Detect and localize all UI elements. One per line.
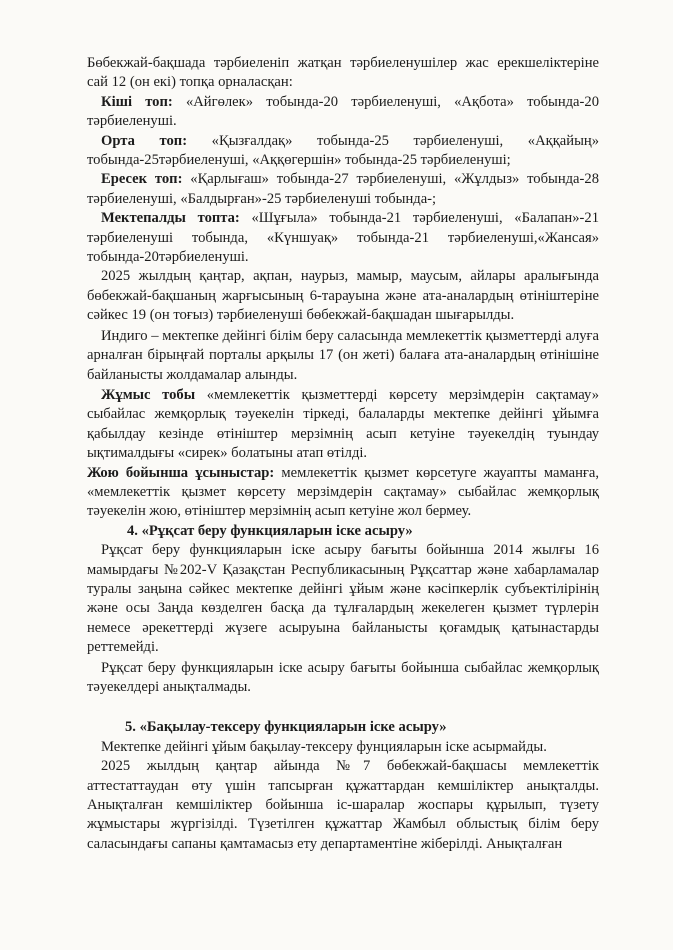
paragraph-indigo: Индиго – мектепке дейінгі білім беру саласында мемлекеттік қызметтерді алуға арналған бірыңғай порталы арқылы 17 (он жеті) балаға ата-аналардың өтінішіне байланысты жолдамалар алынды. bbox=[87, 327, 599, 383]
section-4-paragraph-2: Рұқсат беру функцияларын іске асыру бағыты бойынша сыбайлас жемқорлық тәуекелдері анықталмады. bbox=[87, 659, 599, 695]
working-group-label: Жұмыс тобы bbox=[101, 386, 196, 403]
group-label: Мектепалды топта: bbox=[101, 210, 240, 227]
group-text: «Шұғыла» тобында-21 тәрбиеленуші, «Балапан»-21 тәрбиеленуші тобында, «Күншуақ» тобында-21 тәрбиеленуші,«Жансая» тобында-20тәрбиеленуші. bbox=[87, 210, 599, 266]
group-label: Кіші топ: bbox=[101, 93, 173, 110]
paragraph-working-group bbox=[87, 386, 599, 464]
section-5-title: 5. «Бақылау-тексеру функцияларын іске асыру» bbox=[125, 719, 447, 736]
group-text: «Қызғалдақ» тобында-25 тәрбиеленуші, «Аққайың» тобында-25тәрбиеленуші, «Аққөгершін» тобында-25 тәрбиеленуші; bbox=[87, 132, 599, 169]
group-label: Ересек топ: bbox=[101, 171, 183, 188]
section-4-title: 4. «Рұқсат беру функцияларын іске асыру» bbox=[127, 522, 413, 539]
group-label: Орта топ: bbox=[101, 132, 188, 149]
group-middle bbox=[87, 132, 599, 171]
group-text: «Қарлығаш» тобында-27 тәрбиеленуші, «Жұлдыз» тобында-28 тәрбиеленуші, «Балдырған»-25 тәрбиеленуші тобында-; bbox=[87, 171, 599, 207]
section-4-paragraph-1: Рұқсат беру функцияларын іске асыру бағыты бойынша 2014 жылғы 16 мамырдағы №202-V Қазақстан Республикасының Рұқсаттар және хабарламалар туралы заңына сәйкес мектепке дейінгі ұйым және кәсіпкерлік субъектілірінің және осы Заңда көзделген басқа да тұлғалардың жекелеген қызмет түрлерін немесе әрекеттерді жүзеге асыруына байланысты қоғамдық қатынастарды реттемейді. bbox=[87, 542, 599, 656]
intro-paragraph: Бөбекжай-бақшада тәрбиеленіп жатқан тәрбиеленушілер жас ерекшеліктеріне сай 12 (он екі) топқа орналасқан: bbox=[87, 55, 599, 91]
section-5-paragraph-1: Мектепке дейінгі ұйым бақылау-тексеру фунцияларын іске асырмайды. bbox=[101, 738, 547, 755]
group-text: «Айгөлек» тобында-20 тәрбиеленуші, «Ақбота» тобында-20 тәрбиеленуші. bbox=[87, 93, 599, 130]
group-senior bbox=[87, 170, 599, 209]
recommendation-text: мемлекеттік қызмет көрсетуге жауапты маманға, «мемлекеттік қызмет көрсету мерзімдерін сақтамау» сыбайлас жемқорлық тәуекелін жою, өтініштер мерзімнің асып кетуіне жол бермеу. bbox=[87, 464, 599, 520]
group-preschool bbox=[87, 209, 599, 267]
working-group-text: «мемлекеттік қызметтерді көрсету мерзімдерін сақтамау» сыбайлас жемқорлық тәуекелін тіркеді, балаларды мектепке дейінгі ұйымға қабылдау кезінде өтініштер мерзімнің асып кетуіне тәуекелдің туындау ықтималдығы «сирек» болатыны атап өтілді. bbox=[87, 386, 599, 462]
paragraph-recommendation bbox=[87, 464, 599, 522]
section-5-paragraph-2: 2025 жылдың қаңтар айында №7 бөбекжай-бақшасы мемлекеттік аттестаттаудан өту үшін тапсырған құжаттардан кемшіліктер анықталды. Анықталған кемшіліктер бойынша іс-шаралар жоспары құрылып, түзету жұмыстары жүргізілді. Түзетілген құжаттар Жамбыл облыстық білім беру саласындағы сапаны қамтамасыз ету департаментіне жіберілді. Анықталған bbox=[87, 758, 599, 852]
group-junior bbox=[87, 93, 599, 132]
recommendation-label: Жою бойынша ұсыныстар: bbox=[87, 464, 275, 481]
paragraph-2025-withdrawals: 2025 жылдың қаңтар, ақпан, наурыз, мамыр, маусым, айлары аралығында бөбекжай-бақшаның жарғысының 6-тарауына және ата-аналардың өтініштеріне сәйкес 19 (он тоғыз) тәрбиеленуші бөбекжай-бақшадан шығарылды. bbox=[87, 268, 599, 324]
